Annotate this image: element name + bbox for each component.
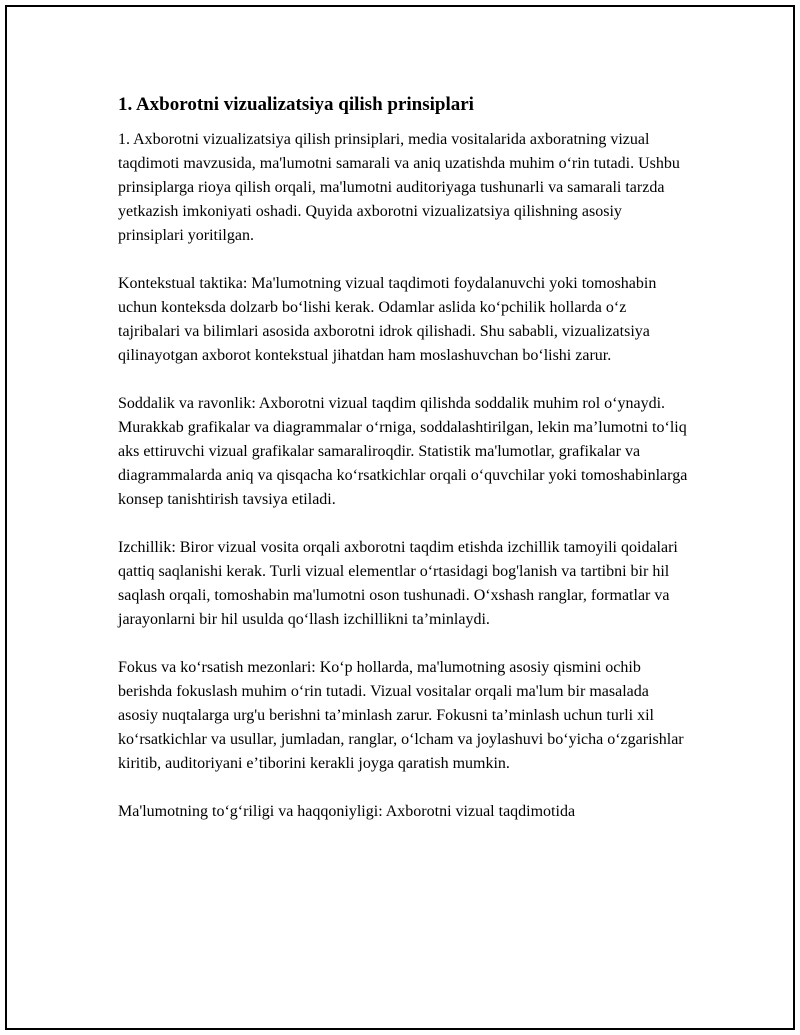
document-title: 1. Axborotni vizualizatsiya qilish prinsiplari [118,94,474,115]
paragraph-intro: 1. Axborotni vizualizatsiya qilish prinsiplari, media vositalarida axboratning vizual taqdimoti mavzusida, ma'lumotni samarali va aniq uzatishda muhim oʻrin tutadi. Ushbu prinsiplarga rioya qilish orqali, ma'lumotni auditoriyaga tushunarli va samarali tarzda yetkazish imkoniyati oshadi. Quyida axborotni vizualizatsiya qilishning asosiy prinsiplari yoritilgan. [118,131,680,244]
paragraph-accuracy: Ma'lumotning toʻgʻriligi va haqqoniyligi: Axborotni vizual taqdimotida [118,803,576,820]
paragraph-simplicity: Soddalik va ravonlik: Axborotni vizual taqdim qilishda soddalik muhim rol oʻynaydi. Murakkab grafikalar va diagrammalar oʻrniga, soddalashtirilgan, lekin maʼlumotni toʻliq aks ettiruvchi vizual grafikalar samaraliroqdir. Statistik ma'lumotlar, grafikalar va diagrammalarda aniq va qisqacha koʻrsatkichlar orqali oʻquvchilar yoki tomoshabinlarga konsep tanishtirish tavsiya etiladi. [118,395,688,508]
document-body [118,92,688,848]
paragraph-focus: Fokus va koʻrsatish mezonlari: Koʻp hollarda, ma'lumotning asosiy qismini ochib berishda fokuslash muhim oʻrin tutadi. Vizual vositalar orqali ma'lum bir masalada asosiy nuqtalarga urg'u berishni taʼminlash zarur. Fokusni taʼminlash uchun turli xil koʻrsatkichlar va usullar, jumladan, ranglar, oʻlcham va joylashuvi boʻyicha oʻzgarishlar kiritib, auditoriyani eʼtiborini kerakli joyga qaratish mumkin. [118,659,684,772]
paragraph-contextual-tactics: Kontekstual taktika: Ma'lumotning vizual taqdimoti foydalanuvchi yoki tomoshabin uchun konteksda dolzarb boʻlishi kerak. Odamlar aslida koʻpchilik hollarda oʻz tajribalari va bilimlari asosida axborotni idrok qilishadi. Shu sababli, vizualizatsiya qilinayotgan axborot kontekstual jihatdan ham moslashuvchan boʻlishi zarur. [118,275,657,364]
paragraph-consistency: Izchillik: Biror vizual vosita orqali axborotni taqdim etishda izchillik tamoyili qoidalari qattiq saqlanishi kerak. Turli vizual elementlar oʻrtasidagi bog'lanish va tartibni bir hil saqlash orqali, tomoshabin ma'lumotni oson tushunadi. Oʻxshash ranglar, formatlar va jarayonlarni bir hil usulda qoʻllash izchillikni taʼminlaydi. [118,539,678,628]
